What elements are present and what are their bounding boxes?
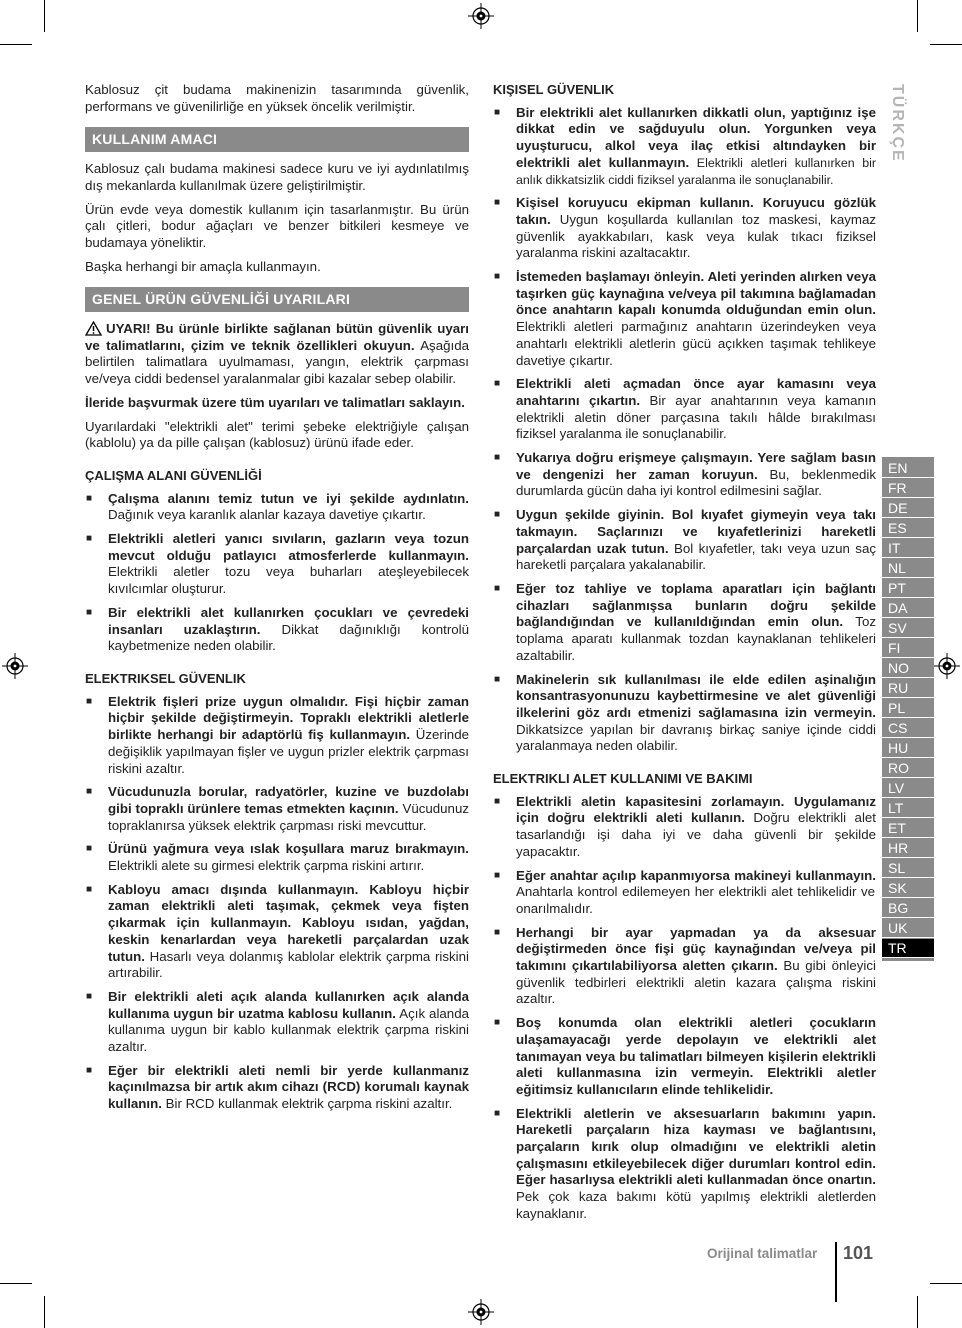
section-header-kullanim: KULLANIM AMACI	[85, 127, 469, 152]
list-item: ■ Eğer toz tahliye ve toplama aparatları için bağlantı cihazları sağlanmışsa bunların doğru şekilde bağlandığından ve kullanıldığından emin olun. Toz toplama aparatı kullanmak tozdan kaynaklanan tehlikeleri azaltabilir.	[494, 580, 876, 663]
crop-mark	[44, 0, 45, 32]
item-bold: Makinelerin sık kullanılması ile elde edilen aşinalığın konsantrasyonunuzu kaybettirmesine ve alet güvenliği ilkelerini göz ardı etmenizi sağlamasına izin vermeyin.	[516, 671, 876, 720]
elektrik-list	[85, 694, 469, 1113]
language-tab-sk[interactable]: SK	[882, 879, 934, 898]
footer-divider	[835, 1242, 837, 1302]
subsection-kisisel: KIŞISEL GÜVENLIK	[493, 82, 615, 97]
item-text: Bir RCD kullanmak elektrik çarpma riskini azaltır.	[161, 1096, 453, 1112]
item-text: Elektrikli alete su girmesi elektrik çarpma riskini artırır.	[108, 858, 425, 874]
language-tab-nl[interactable]: NL	[882, 559, 934, 578]
language-tab-hu[interactable]: HU	[882, 739, 934, 758]
footer-label: Orijinal talimatlar	[707, 1246, 818, 1261]
language-tab-sl[interactable]: SL	[882, 859, 934, 878]
list-item: ■ Yukarıya doğru erişmeye çalışmayın. Yere sağlam basın ve dengenizi her zaman koruyun. Bu, beklenmedik durumlarda gücün daha iyi kontrol edilmesini sağlar.	[494, 450, 876, 499]
item-text: Hasarlı veya dolanmış kablolar elektrik çarpma riskini artırabilir.	[108, 948, 469, 981]
list-item: ■ Vücudunuzla borular, radyatörler, kuzine ve buzdolabı gibi topraklı ürünlere temas etmekten kaçının. Vücudunuz topraklanırsa yüksek elektrik çarpması riski mevcuttur.	[86, 784, 469, 833]
list-item: ■ Kabloyu amacı dışında kullanmayın. Kabloyu hiçbir zaman elektrikli aleti taşımak, çekmek veya fişten çıkarmak için kullanmayın. Kabloyu ısıdan, yağdan, keskin kenarlardan veya hareketli parçalardan uzak tutun. Hasarlı veya dolanmış kablolar elektrik çarpma riskini artırabilir.	[86, 881, 469, 981]
item-bold: Bir elektrikli alet kullanırken çocukları ve çevredeki insanları uzaklaştırın.	[108, 604, 469, 637]
list-item: ■ Ürünü yağmura veya ıslak koşullara maruz bırakmayın. Elektrikli alete su girmesi elektrik çarpma riskini artırır.	[86, 841, 469, 874]
language-tab-et[interactable]: ET	[882, 819, 934, 838]
keep-instructions-bold: İleride başvurmak üzere tüm uyarıları ve talimatları saklayın.	[85, 394, 465, 410]
item-text: Bu gibi önleyici güvenlik tedbirleri elektrikli aletin kazara çalışma riskini azaltır.	[516, 958, 876, 1007]
language-tabs	[882, 457, 934, 961]
language-tab-tr[interactable]: TR	[882, 939, 934, 958]
language-tab-hr[interactable]: HR	[882, 839, 934, 858]
item-text: Dikkat dağınıklığı kontrolü kaybetmenize neden olabilir.	[108, 621, 469, 654]
kullanim-p2: Ürün evde veya domestik kullanım için tasarlanmıştır. Bu ürün çalı çitleri, bodur ağaçları ve benzer bitkileri kesmeye ve budamaya yöneliktir.	[85, 201, 469, 250]
subsection-bakim: ELEKTRIKLI ALET KULLANIMI VE BAKIMI	[493, 771, 753, 787]
item-text: Dikkatsizce yapılan bir davranış birkaç saniye içinde ciddi yaralanmaya neden olabilir.	[516, 721, 876, 754]
side-language-title: TÜRKÇE	[889, 84, 906, 163]
language-tab-pl[interactable]: PL	[882, 699, 934, 718]
list-item: ■ Elektrikli aletleri yanıcı sıvıların, gazların veya tozun mevcut olduğu patlayıcı atmosferlerde kullanmayın. Elektrikli aletler tozu veya buharları ateşleyebilecek kıvılcımlar oluşturur.	[86, 531, 469, 597]
language-tab-fr[interactable]: FR	[882, 479, 934, 498]
registration-mark-icon	[468, 1299, 494, 1325]
item-bold: Eğer bir elektrikli aleti nemli bir yerde kullanmanız kaçınılmazsa bir artık akım cihazı (RCD) korumalı kaynak kullanın.	[108, 1062, 469, 1112]
keep-instructions	[85, 395, 469, 412]
language-tab-bg[interactable]: BG	[882, 899, 934, 918]
item-bold: Vücudunuzla borular, radyatörler, kuzine ve buzdolabı gibi topraklı ürünlere temas etmekten kaçının.	[108, 784, 469, 816]
list-item: ■ Elektrikli aletlerin ve aksesuarların bakımını yapın. Hareketli parçaların hiza kayması ve bağlantısını, parçaların kırık olup olmadığını ve elektrikli aletin çalışmasını etkileyebilecek diğer durumları kontrol edin. Eğer hasarlıysa elektrikli aleti kullanmadan önce onartın. Pek çok kaza bakımı kötü yapılmış elektrikli aletlerden kaynaklanır.	[494, 1105, 876, 1221]
language-tab-cs[interactable]: CS	[882, 719, 934, 738]
list-item: ■ Uygun şekilde giyinin. Bol kıyafet giymeyin veya takı takmayın. Saçlarınızı ve kıyafetlerinizi hareketli parçalardan uzak tutun. Bol kıyafetler, takı veya uzun saç hareketli parçalara yakalanabilir.	[494, 507, 876, 573]
item-text: Anahtarla kontrol edilemeyen her elektrikli alet tehlikelidir ve onarılmalıdır.	[516, 884, 876, 916]
item-bold: Elektrikli aleti açmadan önce ayar kamasını veya anahtarını çıkartın.	[516, 376, 876, 408]
crop-mark	[0, 1283, 32, 1284]
bakim-list	[493, 794, 876, 1223]
item-text: Bu, beklenmedik durumlarda gücün daha iyi kontrol edilmesini sağlar.	[516, 466, 876, 499]
intro-paragraph: Kablosuz çit budama makinenizin tasarımında güvenlik, performans ve güvenilirliğe en yüksek öncelik verilmiştir.	[85, 82, 469, 114]
list-item: ■ Bir elektrikli alet kullanırken dikkatli olun, yaptığınız işe dikkat edin ve sağduyulu olun. Yorgunken veya uyuşturucu, alkol veya ilaç etkisi altındayken bir elektrikli alet kullanmayın. Elektrikli aletleri kullanırken bir anlık dikkatsizlik ciddi fiziksel yaralanma ile sonuçlanabilir.	[494, 104, 877, 187]
list-item: ■ Çalışma alanını temiz tutun ve iyi şekilde aydınlatın. Dağınık veya karanlık alanlar kazaya davetiye çıkartır.	[86, 490, 469, 523]
item-text: Dağınık veya karanlık alanlar kazaya davetiye çıkartır.	[108, 507, 426, 523]
item-bold: Bir elektrikli alet kullanırken dikkatli olun, yaptığınız işe dikkat edin ve sağduyulu olun. Yorgunken veya uyuşturucu, alkol veya ilaç etkisi altındayken bir elektrikli alet kullanmayın.	[516, 104, 876, 170]
crop-mark	[930, 44, 962, 45]
language-tab-de[interactable]: DE	[882, 499, 934, 518]
item-bold: Eğer toz tahliye ve toplama aparatları için bağlantı cihazları sağlanmışsa bunların doğru şekilde bağlandığından ve kullanıldığından emin olun.	[516, 580, 876, 630]
warning-triangle-icon	[85, 321, 102, 336]
page-number: 101	[843, 1243, 874, 1263]
item-text: Elektrikli aletleri parmağınız anahtarın üzerindeyken veya anahtarlı elektrikli aletlerin gücü açıkken taşımak tehlikeye davetiye çıkartır.	[516, 319, 876, 368]
warning-text: Aşağıda belirtilen talimatlara uyulmaması, yangın, elektrik çarpması ve/veya ciddi bedensel yaralanmalar gibi kazalar sebep olabilir.	[85, 337, 469, 387]
registration-mark-icon	[934, 653, 960, 679]
term-paragraph: Uyarılardaki "elektrikli alet" terimi şebeke elektriğiyle çalışan (kablolu) ya da pille çalışan (kablosuz) ürünü ifade eder.	[85, 418, 469, 451]
item-bold: Eğer anahtar açılıp kapanmıyorsa makineyi kullanmayın.	[516, 867, 876, 883]
item-bold: Yukarıya doğru erişmeye çalışmayın. Yere sağlam basın ve dengenizi her zaman koruyun.	[516, 450, 876, 482]
warning-bold: UYARI! Bu ürünle birlikte sağlanan bütün güvenlik uyarı ve talimatlarını, çizim ve teknik özellikleri okuyun.	[85, 321, 469, 353]
item-bold: Bir elektrikli aleti açık alanda kullanırken açık alanda kullanıma uygun bir uzatma kablosu kullanın.	[108, 988, 469, 1021]
item-text: Uygun koşullarda kullanılan toz maskesi, kaymaz güvenlik ayakkabıları, kask veya kulak tıkacı fiziksel yaralanma riskini azaltacaktır.	[516, 211, 876, 261]
warning-paragraph	[85, 321, 469, 388]
list-item: ■ Elektrikli aletin kapasitesini zorlamayın. Uygulamanız için doğru elektrikli aleti kullanın. Doğru elektrikli alet tasarlandığı işi daha iyi ve daha güvenli bir şekilde yapacaktır.	[494, 793, 876, 859]
language-tab-es[interactable]: ES	[882, 519, 934, 538]
item-text: Elektrikli aletler tozu veya buharları ateşleyebilecek kıvılcımlar oluşturur.	[108, 564, 469, 597]
language-tab-da[interactable]: DA	[882, 599, 934, 618]
item-text: Toz toplama aparatı kullanmak tozdan kaynaklanan tehlikeleri azaltabilir.	[516, 614, 876, 663]
language-tab-en[interactable]: EN	[882, 459, 934, 478]
language-tab-fi[interactable]: FI	[882, 639, 934, 658]
language-tab-uk[interactable]: UK	[882, 919, 934, 938]
item-text: Bir ayar anahtarının veya kamanın elektrikli aletin döner parçasına takılı hâlde bırakılması fiziksel yaralanma ile sonuçlanabilir.	[516, 392, 877, 442]
item-bold: İstemeden başlamayı önleyin. Aleti yerinden alırken veya taşırken güç kaynağına ve/veya pil takımına bağlamadan önce anahtarın kapalı konumda olduğundan emin olun.	[516, 269, 876, 318]
item-bold: Çalışma alanını temiz tutun ve iyi şekilde aydınlatın.	[108, 490, 469, 506]
list-item: ■ Kişisel koruyucu ekipman kullanın. Koruyucu gözlük takın. Uygun koşullarda kullanılan toz maskesi, kaymaz güvenlik ayakkabıları, kask veya kulak tıkacı fiziksel yaralanma riskini azaltacaktır.	[494, 195, 876, 261]
item-bold: Uygun şekilde giyinin. Bol kıyafet giymeyin veya takı takmayın. Saçlarınızı ve kıyafetlerinizi hareketli parçalardan uzak tutun.	[516, 507, 876, 556]
item-text: Doğru elektrikli alet tasarlandığı işi daha iyi ve daha güvenli bir şekilde yapacaktır.	[516, 810, 876, 859]
item-text: Pek çok kaza bakımı kötü yapılmış elektrikli aletlerden kaynaklanır.	[516, 1189, 876, 1221]
crop-mark	[930, 1283, 962, 1284]
language-tab-lt[interactable]: LT	[882, 799, 934, 818]
language-tab-pt[interactable]: PT	[882, 579, 934, 598]
item-bold: Elektrikli aletlerin ve aksesuarların bakımını yapın. Hareketli parçaların hiza kayması ve bağlantısını, parçaların kırık olup olmadığını ve elektrikli aletin çalışmasını etkileyebilecek diğer durumları kontrol edin. Eğer hasarlıysa elektrikli aleti kullanmadan önce onartın.	[516, 1105, 876, 1188]
item-text: Üzerinde değişiklik yapılmayan fişler ve uygun prizler elektrik çarpması riskini azaltır.	[108, 727, 469, 776]
item-text: Bol kıyafetler, takı veya uzun saç hareketli parçalara yakalanabilir.	[516, 540, 876, 573]
subsection-calisma: ÇALIŞMA ALANI GÜVENLİĞİ	[85, 467, 262, 483]
language-tab-it[interactable]: IT	[882, 539, 934, 558]
item-bold: Ürünü yağmura veya ıslak koşullara maruz bırakmayın.	[108, 841, 469, 857]
registration-mark-icon	[468, 3, 494, 29]
item-bold: Kişisel koruyucu ekipman kullanın. Koruyucu gözlük takın.	[516, 195, 876, 227]
list-item: ■ Elektrik fişleri prize uygun olmalıdır. Fişi hiçbir zaman hiçbir şekilde değiştirmeyin. Topraklı elektrikli aletlerle birlikte herhangi bir adaptörlü fiş kullanmayın. Üzerinde değişiklik yapılmayan fişler ve uygun prizler elektrik çarpması riskini azaltır.	[86, 693, 469, 776]
list-item: ■ Makinelerin sık kullanılması ile elde edilen aşinalığın konsantrasyonunuzu kaybettirmesine ve alet güvenliği ilkelerini göz ardı etmenizi sağlamasına izin vermeyin. Dikkatsizce yapılan bir davranış birkaç saniye içinde ciddi yaralanmaya neden olabilir.	[494, 671, 876, 754]
item-bold: Boş konumda olan elektrikli aletleri çocukların ulaşamayacağı yerde depolayın ve elektrikli alet tanımayan veya bu talimatları bilmeyen kişilerin elektrikli aleti kullanmasına izin vermeyin. Elektrikli aletler eğitimsiz kullanıcıların elinde tehlikelidir.	[516, 1015, 876, 1097]
language-tab-ro[interactable]: RO	[882, 759, 934, 778]
item-text: Elektrikli aletleri kullanırken bir anlık dikkatsizlik ciddi fiziksel yaralanma ile sonuçlanabilir.	[516, 155, 877, 187]
list-item: ■ İstemeden başlamayı önleyin. Aleti yerinden alırken veya taşırken güç kaynağına ve/veya pil takımına bağlamadan önce anahtarın kapalı konumda olduğundan emin olun. Elektrikli aletleri parmağınız anahtarın üzerindeyken veya anahtarlı elektrikli aletlerin gücü açıkken taşımak tehlikeye davetiye çıkartır.	[494, 269, 876, 368]
crop-mark	[917, 0, 918, 32]
kullanim-p1: Kablosuz çalı budama makinesi sadece kuru ve iyi aydınlatılmış dış mekanlarda kullanılmak üzere geliştirilmiştir.	[85, 161, 469, 193]
language-tab-sv[interactable]: SV	[882, 619, 934, 638]
language-tab-ru[interactable]: RU	[882, 679, 934, 698]
right-column	[493, 82, 876, 1230]
list-item: ■ Eğer bir elektrikli aleti nemli bir yerde kullanmanız kaçınılmazsa bir artık akım cihazı (RCD) korumalı kaynak kullanın. Bir RCD kullanmak elektrik çarpma riskini azaltır.	[86, 1062, 469, 1112]
language-tab-lv[interactable]: LV	[882, 779, 934, 798]
item-bold: Elektrik fişleri prize uygun olmalıdır. Fişi hiçbir zaman hiçbir şekilde değiştirmeyin. Topraklı elektrikli aletlerle birlikte herhangi bir adaptörlü fiş kullanmayın.	[108, 693, 469, 743]
kullanim-p3: Başka herhangi bir amaçla kullanmayın.	[85, 258, 321, 274]
item-text: Açık alanda kullanıma uygun bir kablo kullanmak elektrik çarpma riskini azaltır.	[108, 1005, 469, 1055]
item-bold: Kabloyu amacı dışında kullanmayın. Kabloyu hiçbir zaman elektrikli aleti taşımak, çekmek veya fişten çıkarmak için kullanmayın. Kabloyu ısıdan, yağdan, keskin kenarlardan veya hareketli parçalardan uzak tutun.	[108, 881, 469, 964]
list-item: ■ Elektrikli aleti açmadan önce ayar kamasını veya anahtarını çıkartın. Bir ayar anahtarının veya kamanın elektrikli aletin döner parçasına takılı hâlde bırakılması fiziksel yaralanma ile sonuçlanabilir.	[494, 376, 877, 442]
language-tab-no[interactable]: NO	[882, 659, 934, 678]
list-item: ■ Bir elektrikli alet kullanırken çocukları ve çevredeki insanları uzaklaştırın. Dikkat dağınıklığı kontrolü kaybetmenize neden olabilir.	[86, 604, 469, 654]
crop-mark	[0, 44, 32, 45]
list-item: ■ Eğer anahtar açılıp kapanmıyorsa makineyi kullanmayın. Anahtarla kontrol edilemeyen her elektrikli alet tehlikelidir ve onarılmalıdır.	[494, 867, 876, 916]
subsection-elektrik: ELEKTRIKSEL GÜVENLIK	[85, 670, 246, 686]
kisisel-list	[493, 105, 876, 755]
item-text: Vücudunuz topraklanırsa yüksek elektrik çarpması riski mevcuttur.	[108, 800, 469, 833]
list-item: ■ Boş konumda olan elektrikli aletleri çocukların ulaşamayacağı yerde depolayın ve elektrikli alet tanımayan veya bu talimatları bilmeyen kişilerin elektrikli aleti kullanmasına izin vermeyin. Elektrikli aletler eğitimsiz kullanıcıların elinde tehlikelidir.	[494, 1015, 876, 1097]
item-bold: Elektrikli aletin kapasitesini zorlamayın. Uygulamanız için doğru elektrikli aleti kullanın.	[516, 793, 876, 826]
registration-mark-icon	[2, 653, 28, 679]
list-item: ■ Herhangi bir ayar yapmadan ya da aksesuar değiştirmeden önce fişi güç kaynağından ve/veya pil takımını çıkartılabiliyorsa aletten çıkarın. Bu gibi önleyici güvenlik tedbirleri elektrikli aletin kazara çalışma riskini azaltır.	[494, 924, 876, 1007]
list-item: ■ Bir elektrikli aleti açık alanda kullanırken açık alanda kullanıma uygun bir uzatma kablosu kullanın. Açık alanda kullanıma uygun bir kablo kullanmak elektrik çarpma riskini azaltır.	[86, 988, 469, 1055]
crop-mark	[917, 1296, 918, 1328]
section-header-genel: GENEL ÜRÜN GÜVENLİĞİ UYARILARI	[85, 287, 469, 312]
crop-mark	[44, 1296, 45, 1328]
item-bold: Elektrikli aletleri yanıcı sıvıların, gazların veya tozun mevcut olduğu patlayıcı atmosferlerde kullanmayın.	[108, 531, 469, 563]
item-bold: Herhangi bir ayar yapmadan ya da aksesuar değiştirmeden önce fişi güç kaynağından ve/veya pil takımını çıkartılabiliyorsa aletten çıkarın.	[516, 924, 876, 974]
calisma-list	[85, 491, 469, 655]
left-column	[85, 82, 469, 1120]
